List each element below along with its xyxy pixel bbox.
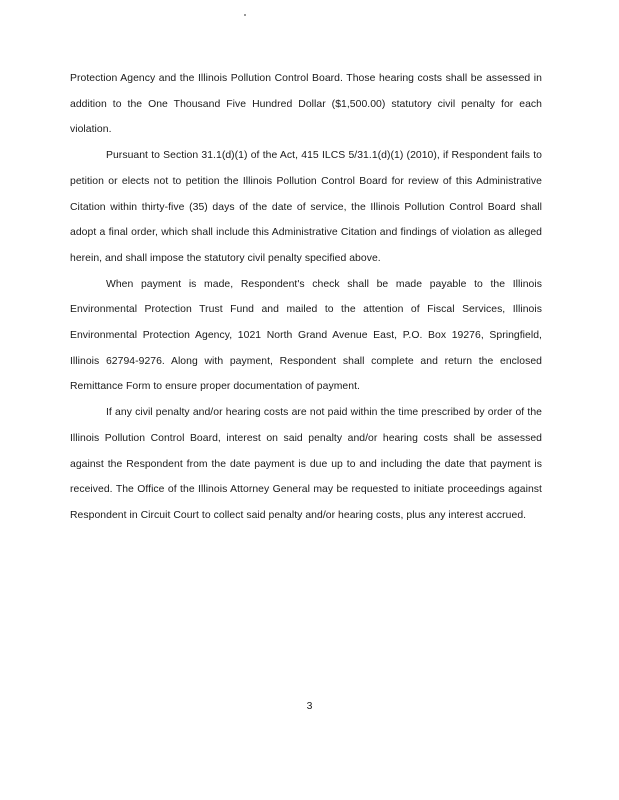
document-body (70, 66, 542, 529)
paragraph-payment: When payment is made, Respondent's check shall be made payable to the Illinois Environmental Protection Trust Fund and mailed to the attention of Fiscal Services, Illinois Environmental Protection Agency, 1021 North Grand Avenue East, P.O. Box 19276, Springfield, Illinois 62794-9276. Along with payment, Respondent shall complete and return the enclosed Remittance Form to ensure proper documentation of payment. (70, 278, 542, 393)
scan-speck (244, 14, 246, 16)
paragraph-section-31-1: Pursuant to Section 31.1(d)(1) of the Act, 415 ILCS 5/31.1(d)(1) (2010), if Respondent fails to petition or elects not to petition the Illinois Pollution Control Board for review of this Administrative Citation within thirty-five (35) days of the date of service, the Illinois Pollution Control Board shall adopt a final order, which shall include this Administrative Citation and findings of violation as alleged herein, and shall impose the statutory civil penalty specified above. (70, 150, 542, 264)
paragraph-continuation: Protection Agency and the Illinois Pollution Control Board. Those hearing costs shall be assessed in addition to the One Thousand Five Hundred Dollar ($1,500.00) statutory civil penalty for each violation. (70, 73, 542, 136)
page-number: 3 (306, 701, 313, 712)
paragraph-interest: If any civil penalty and/or hearing costs are not paid within the time prescribed by order of the Illinois Pollution Control Board, interest on said penalty and/or hearing costs shall be assessed against the Respondent from the date payment is due up to and including the date that payment is received. The Office of the Illinois Attorney General may be requested to initiate proceedings against Respondent in Circuit Court to collect said penalty and/or hearing costs, plus any interest accrued. (70, 407, 542, 521)
